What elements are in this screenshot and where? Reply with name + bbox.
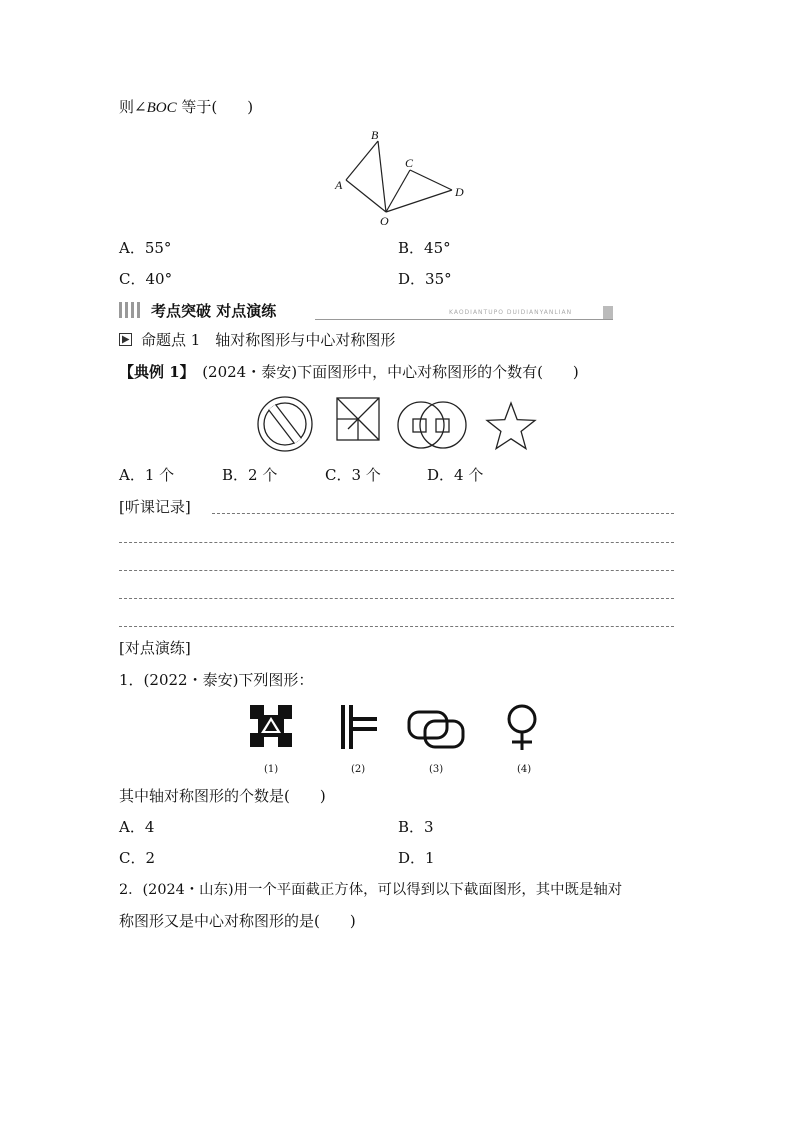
example-stem: (2024・泰安)下面图形中，中心对称图形的个数有( ): [202, 363, 579, 381]
example-option-d: D．4 个: [427, 466, 484, 484]
example-option-b: B．2 个: [222, 466, 278, 484]
prev-question-stem: 则∠BOC 等于( ): [119, 98, 254, 116]
notes-line-2: [119, 542, 674, 543]
notes-line-4: [119, 598, 674, 599]
q2-line-2: 称图形又是中心对称图形的是( ): [119, 912, 356, 930]
play-icon: [119, 333, 132, 346]
q1-caption-1: (1): [264, 764, 279, 775]
q1-option-b: B．3: [398, 818, 434, 836]
label-o: O: [380, 214, 389, 228]
notes-line-3: [119, 570, 674, 571]
q1-question: 其中轴对称图形的个数是( ): [119, 787, 326, 805]
label-c: C: [405, 156, 414, 170]
q1-stem: 1．(2022・泰安)下列图形：: [119, 671, 314, 689]
label-b: B: [371, 128, 379, 142]
prev-option-b: B．45°: [398, 239, 451, 257]
section-header: [119, 300, 613, 320]
example-figures: [250, 392, 545, 454]
example-option-a: A．1 个: [119, 466, 175, 484]
prev-option-a: A．55°: [119, 239, 172, 257]
example-tag: 【典例 1】: [119, 363, 188, 381]
interlocked-links-icon: [409, 712, 463, 747]
female-symbol-icon: [509, 706, 535, 750]
coin-pattern-icon: [398, 402, 466, 448]
q1-caption-4: (4): [517, 764, 532, 775]
practice-label: [对点演练]: [119, 639, 191, 657]
topic-label: 命题点 1 轴对称图形与中心对称图形: [141, 331, 396, 349]
angle-figure: [330, 125, 475, 230]
section-title: 考点突破 对点演练: [151, 302, 277, 320]
star-icon: [487, 403, 535, 449]
prev-option-d: D．35°: [398, 270, 452, 288]
q1-caption-2: (2): [351, 764, 366, 775]
bars-pattern-icon: [341, 705, 377, 749]
example-option-c: C．3 个: [325, 466, 381, 484]
label-d: D: [455, 185, 464, 199]
q1-option-a: A．4: [119, 818, 155, 836]
notes-line-5: [119, 626, 674, 627]
checker-pattern-icon: [250, 705, 292, 747]
q1-option-c: C．2: [119, 849, 156, 867]
prev-option-c: C．40°: [119, 270, 173, 288]
notes-label: [听课记录]: [119, 498, 191, 516]
label-a: A: [335, 178, 343, 192]
example-line: [119, 362, 579, 382]
q1-caption-3: (3): [429, 764, 444, 775]
prohibition-sign-icon: [258, 397, 312, 451]
q2-line-1: 2．(2024・山东)用一个平面截正方体，可以得到以下截面图形，其中既是轴对: [119, 882, 623, 898]
q1-option-d: D．1: [398, 849, 435, 867]
square-pattern-icon: [337, 398, 379, 440]
section-subtitle: KAODIANTUPO DUIDIANYANLIAN: [449, 309, 573, 316]
q1-figures: [245, 700, 545, 756]
notes-line-1: [212, 513, 674, 514]
